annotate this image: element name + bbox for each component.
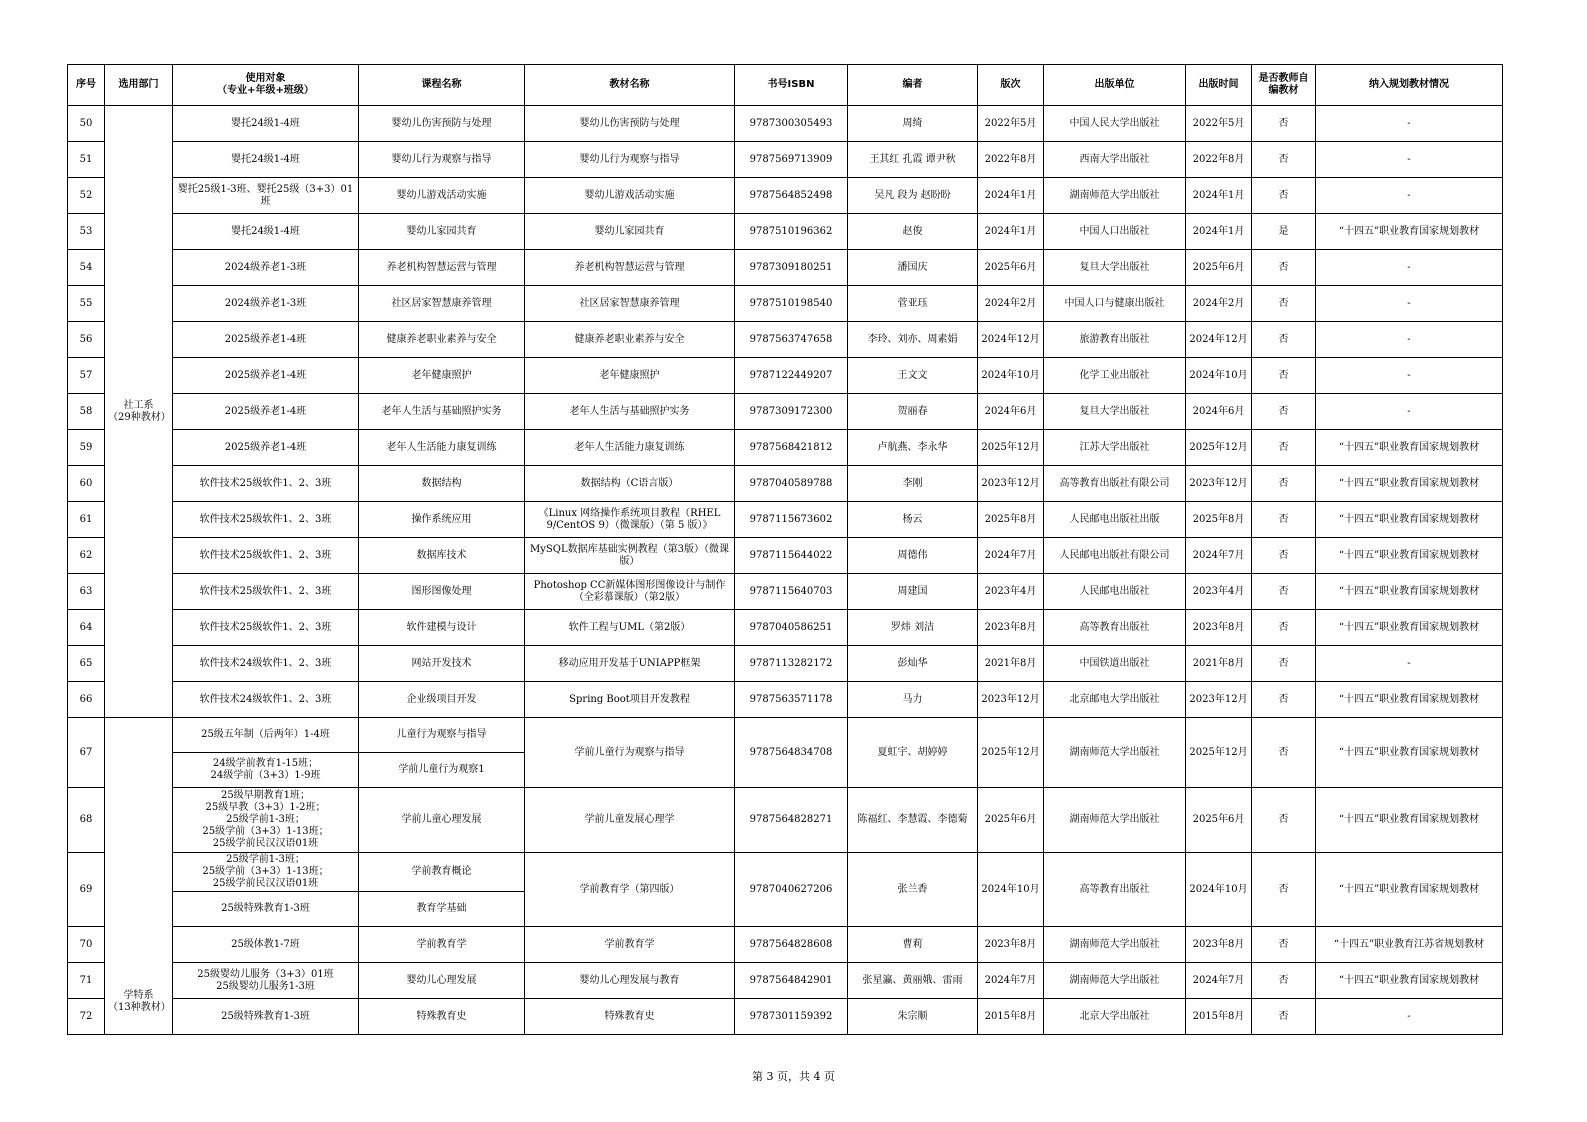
publisher-cell: 旅游教育出版社 (1044, 322, 1186, 358)
table-row (68, 322, 1503, 358)
course-cell: 老年健康照护 (359, 358, 525, 394)
table-row (68, 963, 1503, 999)
table-row (68, 502, 1503, 538)
target-cell: 软件技术25级软件1、2、3班 (173, 538, 359, 574)
plan-cell: - (1316, 250, 1503, 286)
plan-cell: “十四五”职业教育国家规划教材 (1316, 853, 1503, 927)
edition-cell: 2024年7月 (978, 963, 1044, 999)
col-header: 教材名称 (525, 65, 735, 106)
editor-cell: 罗炜 刘洁 (848, 610, 978, 646)
target-cell: 婴托25级1-3班、婴托25级（3+3）01班 (173, 178, 359, 214)
course-cell: 网站开发技术 (359, 646, 525, 682)
pubdate-cell: 2024年12月 (1186, 322, 1252, 358)
course-cell: 学前儿童行为观察1 (359, 753, 525, 788)
isbn-cell: 9787510196362 (735, 214, 848, 250)
edition-cell: 2025年8月 (978, 502, 1044, 538)
textbook-cell: 学前儿童发展心理学 (525, 788, 735, 853)
pubdate-cell: 2024年10月 (1186, 358, 1252, 394)
plan-cell: “十四五”职业教育国家规划教材 (1316, 574, 1503, 610)
isbn-cell: 9787564842901 (735, 963, 848, 999)
self-compiled-cell: 否 (1252, 718, 1316, 788)
target-cell: 25级早期教育1班； 25级早教（3+3）1-2班； 25级学前1-3班； 25级学前（3+3）1-13班； 25级学前民汉汉语01班 (173, 788, 359, 853)
pubdate-cell: 2024年7月 (1186, 963, 1252, 999)
publisher-cell: 高等教育出版社 (1044, 610, 1186, 646)
col-header: 是否教师自编教材 (1252, 65, 1316, 106)
pubdate-cell: 2024年10月 (1186, 853, 1252, 927)
course-cell: 软件建模与设计 (359, 610, 525, 646)
course-cell: 数据结构 (359, 466, 525, 502)
editor-cell: 潘国庆 (848, 250, 978, 286)
edition-cell: 2024年12月 (978, 322, 1044, 358)
row-number: 65 (68, 646, 105, 682)
isbn-cell: 9787563747658 (735, 322, 848, 358)
self-compiled-cell: 否 (1252, 250, 1316, 286)
isbn-cell: 9787564834708 (735, 718, 848, 788)
isbn-cell: 9787122449207 (735, 358, 848, 394)
edition-cell: 2025年12月 (978, 718, 1044, 788)
table-row (68, 538, 1503, 574)
pubdate-cell: 2024年1月 (1186, 214, 1252, 250)
editor-cell: 杨云 (848, 502, 978, 538)
publisher-cell: 人民邮电出版社有限公司 (1044, 538, 1186, 574)
plan-cell: - (1316, 999, 1503, 1035)
target-cell: 婴托24级1-4班 (173, 106, 359, 142)
edition-cell: 2025年12月 (978, 430, 1044, 466)
table-row (68, 853, 1503, 892)
edition-cell: 2024年1月 (978, 178, 1044, 214)
edition-cell: 2024年7月 (978, 538, 1044, 574)
row-number: 50 (68, 106, 105, 142)
editor-cell: 李刚 (848, 466, 978, 502)
col-header: 书号ISBN (735, 65, 848, 106)
plan-cell: - (1316, 646, 1503, 682)
self-compiled-cell: 否 (1252, 358, 1316, 394)
col-header: 出版单位 (1044, 65, 1186, 106)
publisher-cell: 中国铁道出版社 (1044, 646, 1186, 682)
editor-cell: 张兰香 (848, 853, 978, 927)
plan-cell: “十四五”职业教育国家规划教材 (1316, 963, 1503, 999)
pubdate-cell: 2023年12月 (1186, 682, 1252, 718)
target-cell: 2025级养老1-4班 (173, 394, 359, 430)
target-cell: 2025级养老1-4班 (173, 430, 359, 466)
textbook-cell: Spring Boot项目开发教程 (525, 682, 735, 718)
row-number: 67 (68, 718, 105, 788)
isbn-cell: 9787309172300 (735, 394, 848, 430)
table-row (68, 718, 1503, 753)
table-row (68, 394, 1503, 430)
textbook-cell: 社区居家智慧康养管理 (525, 286, 735, 322)
textbook-cell: 婴幼儿家园共育 (525, 214, 735, 250)
publisher-cell: 北京邮电大学出版社 (1044, 682, 1186, 718)
edition-cell: 2022年8月 (978, 142, 1044, 178)
plan-cell: “十四五”职业教育国家规划教材 (1316, 682, 1503, 718)
textbook-cell: 软件工程与UML（第2版） (525, 610, 735, 646)
course-cell: 学前儿童心理发展 (359, 788, 525, 853)
editor-cell: 王其红 孔霞 谭尹秋 (848, 142, 978, 178)
row-number: 57 (68, 358, 105, 394)
target-cell: 25级学前1-3班； 25级学前（3+3）1-13班； 25级学前民汉汉语01班 (173, 853, 359, 892)
table-row (68, 788, 1503, 853)
department-cell: 社工系 （29种教材） (105, 106, 173, 718)
publisher-cell: 中国人口出版社 (1044, 214, 1186, 250)
target-cell: 2025级养老1-4班 (173, 358, 359, 394)
self-compiled-cell: 否 (1252, 927, 1316, 963)
isbn-cell: 9787115673602 (735, 502, 848, 538)
isbn-cell: 9787040586251 (735, 610, 848, 646)
textbook-cell: 学前教育学 (525, 927, 735, 963)
editor-cell: 菅亚珏 (848, 286, 978, 322)
edition-cell: 2024年10月 (978, 853, 1044, 927)
self-compiled-cell: 否 (1252, 999, 1316, 1035)
isbn-cell: 9787564852498 (735, 178, 848, 214)
course-cell: 老年人生活与基础照护实务 (359, 394, 525, 430)
target-cell: 软件技术24级软件1、2、3班 (173, 646, 359, 682)
row-number: 58 (68, 394, 105, 430)
self-compiled-cell: 否 (1252, 788, 1316, 853)
plan-cell: “十四五”职业教育国家规划教材 (1316, 214, 1503, 250)
textbook-cell: 老年人生活能力康复训练 (525, 430, 735, 466)
self-compiled-cell: 是 (1252, 214, 1316, 250)
plan-cell: “十四五”职业教育国家规划教材 (1316, 430, 1503, 466)
editor-cell: 陈福红、李慧霞、李德菊 (848, 788, 978, 853)
plan-cell: - (1316, 394, 1503, 430)
course-cell: 操作系统应用 (359, 502, 525, 538)
row-number: 51 (68, 142, 105, 178)
plan-cell: “十四五”职业教育江苏省规划教材 (1316, 927, 1503, 963)
plan-cell: “十四五”职业教育国家规划教材 (1316, 466, 1503, 502)
plan-cell: - (1316, 178, 1503, 214)
edition-cell: 2023年12月 (978, 682, 1044, 718)
target-cell: 软件技术24级软件1、2、3班 (173, 682, 359, 718)
table-row (68, 178, 1503, 214)
isbn-cell: 9787115640703 (735, 574, 848, 610)
edition-cell: 2023年8月 (978, 927, 1044, 963)
course-cell: 婴幼儿心理发展 (359, 963, 525, 999)
table-row (68, 646, 1503, 682)
textbook-cell: 养老机构智慧运营与管理 (525, 250, 735, 286)
self-compiled-cell: 否 (1252, 142, 1316, 178)
isbn-cell: 9787040627206 (735, 853, 848, 927)
course-cell: 婴幼儿家园共育 (359, 214, 525, 250)
col-header: 出版时间 (1186, 65, 1252, 106)
col-header: 编者 (848, 65, 978, 106)
target-cell: 25级特殊教育1-3班 (173, 892, 359, 927)
publisher-cell: 湖南师范大学出版社 (1044, 963, 1186, 999)
edition-cell: 2015年8月 (978, 999, 1044, 1035)
plan-cell: “十四五”职业教育国家规划教材 (1316, 502, 1503, 538)
row-number: 64 (68, 610, 105, 646)
row-number: 55 (68, 286, 105, 322)
target-cell: 25级五年制（后两年）1-4班 (173, 718, 359, 753)
edition-cell: 2023年12月 (978, 466, 1044, 502)
pubdate-cell: 2023年8月 (1186, 927, 1252, 963)
row-number: 63 (68, 574, 105, 610)
course-cell: 婴幼儿游戏活动实施 (359, 178, 525, 214)
self-compiled-cell: 否 (1252, 646, 1316, 682)
publisher-cell: 江苏大学出版社 (1044, 430, 1186, 466)
pubdate-cell: 2022年8月 (1186, 142, 1252, 178)
isbn-cell: 9787113282172 (735, 646, 848, 682)
col-header: 版次 (978, 65, 1044, 106)
publisher-cell: 北京大学出版社 (1044, 999, 1186, 1035)
table-row (68, 214, 1503, 250)
plan-cell: “十四五”职业教育国家规划教材 (1316, 610, 1503, 646)
textbook-cell: Photoshop CC新媒体图形图像设计与制作（全彩慕课版）（第2版） (525, 574, 735, 610)
pubdate-cell: 2025年8月 (1186, 502, 1252, 538)
table-row (68, 106, 1503, 142)
isbn-cell: 9787510198540 (735, 286, 848, 322)
editor-cell: 赵俊 (848, 214, 978, 250)
plan-cell: - (1316, 322, 1503, 358)
edition-cell: 2025年6月 (978, 788, 1044, 853)
self-compiled-cell: 否 (1252, 610, 1316, 646)
textbook-table (67, 64, 1503, 1035)
pubdate-cell: 2021年8月 (1186, 646, 1252, 682)
row-number: 62 (68, 538, 105, 574)
row-number: 69 (68, 853, 105, 927)
editor-cell: 朱宗顺 (848, 999, 978, 1035)
course-cell: 学前教育学 (359, 927, 525, 963)
target-cell: 24级学前教育1-15班； 24级学前（3+3）1-9班 (173, 753, 359, 788)
row-number: 52 (68, 178, 105, 214)
isbn-cell: 9787300305493 (735, 106, 848, 142)
publisher-cell: 高等教育出版社有限公司 (1044, 466, 1186, 502)
publisher-cell: 西南大学出版社 (1044, 142, 1186, 178)
self-compiled-cell: 否 (1252, 466, 1316, 502)
edition-cell: 2023年8月 (978, 610, 1044, 646)
edition-cell: 2024年1月 (978, 214, 1044, 250)
course-cell: 婴幼儿行为观察与指导 (359, 142, 525, 178)
header-row (68, 65, 1503, 106)
textbook-cell: 婴幼儿伤害预防与处理 (525, 106, 735, 142)
table-row (68, 430, 1503, 466)
editor-cell: 张星瀛、黄丽娥、雷雨 (848, 963, 978, 999)
self-compiled-cell: 否 (1252, 286, 1316, 322)
publisher-cell: 湖南师范大学出版社 (1044, 178, 1186, 214)
table-row (68, 574, 1503, 610)
publisher-cell: 湖南师范大学出版社 (1044, 788, 1186, 853)
row-number: 59 (68, 430, 105, 466)
publisher-cell: 中国人口与健康出版社 (1044, 286, 1186, 322)
isbn-cell: 9787301159392 (735, 999, 848, 1035)
table-row (68, 142, 1503, 178)
col-header: 课程名称 (359, 65, 525, 106)
row-number: 56 (68, 322, 105, 358)
course-cell: 婴幼儿伤害预防与处理 (359, 106, 525, 142)
plan-cell: “十四五”职业教育国家规划教材 (1316, 788, 1503, 853)
col-header: 选用部门 (105, 65, 173, 106)
course-cell: 特殊教育史 (359, 999, 525, 1035)
plan-cell: - (1316, 142, 1503, 178)
self-compiled-cell: 否 (1252, 430, 1316, 466)
textbook-cell: 健康养老职业素养与安全 (525, 322, 735, 358)
row-number: 72 (68, 999, 105, 1035)
course-cell: 老年人生活能力康复训练 (359, 430, 525, 466)
textbook-cell: 婴幼儿游戏活动实施 (525, 178, 735, 214)
editor-cell: 贺丽春 (848, 394, 978, 430)
edition-cell: 2023年4月 (978, 574, 1044, 610)
target-cell: 2024级养老1-3班 (173, 250, 359, 286)
col-header: 序号 (68, 65, 105, 106)
course-cell: 企业级项目开发 (359, 682, 525, 718)
target-cell: 软件技术25级软件1、2、3班 (173, 502, 359, 538)
publisher-cell: 化学工业出版社 (1044, 358, 1186, 394)
table-row (68, 927, 1503, 963)
edition-cell: 2024年10月 (978, 358, 1044, 394)
row-number: 70 (68, 927, 105, 963)
self-compiled-cell: 否 (1252, 106, 1316, 142)
col-header: 纳入规划教材情况 (1316, 65, 1503, 106)
isbn-cell: 9787564828271 (735, 788, 848, 853)
table-row (68, 682, 1503, 718)
table-row (68, 286, 1503, 322)
isbn-cell: 9787115644022 (735, 538, 848, 574)
textbook-cell: 婴幼儿心理发展与教育 (525, 963, 735, 999)
isbn-cell: 9787563571178 (735, 682, 848, 718)
pubdate-cell: 2024年1月 (1186, 178, 1252, 214)
isbn-cell: 9787568421812 (735, 430, 848, 466)
page-footer: 第 3 页，共 4 页 (752, 1070, 835, 1083)
self-compiled-cell: 否 (1252, 322, 1316, 358)
plan-cell: “十四五”职业教育国家规划教材 (1316, 538, 1503, 574)
editor-cell: 李玲、刘亦、周素娟 (848, 322, 978, 358)
self-compiled-cell: 否 (1252, 538, 1316, 574)
publisher-cell: 复旦大学出版社 (1044, 250, 1186, 286)
pubdate-cell: 2023年12月 (1186, 466, 1252, 502)
isbn-cell: 9787569713909 (735, 142, 848, 178)
row-number: 60 (68, 466, 105, 502)
self-compiled-cell: 否 (1252, 853, 1316, 927)
target-cell: 2024级养老1-3班 (173, 286, 359, 322)
target-cell: 2025级养老1-4班 (173, 322, 359, 358)
publisher-cell: 中国人民大学出版社 (1044, 106, 1186, 142)
editor-cell: 王文文 (848, 358, 978, 394)
table-row (68, 358, 1503, 394)
table-row (68, 610, 1503, 646)
textbook-cell: 学前教育学（第四版） (525, 853, 735, 927)
course-cell: 数据库技术 (359, 538, 525, 574)
course-cell: 养老机构智慧运营与管理 (359, 250, 525, 286)
course-cell: 儿童行为观察与指导 (359, 718, 525, 753)
textbook-cell: 数据结构（C语言版） (525, 466, 735, 502)
self-compiled-cell: 否 (1252, 963, 1316, 999)
table-row (68, 466, 1503, 502)
isbn-cell: 9787040589788 (735, 466, 848, 502)
target-cell: 软件技术25级软件1、2、3班 (173, 574, 359, 610)
pubdate-cell: 2022年5月 (1186, 106, 1252, 142)
row-number: 61 (68, 502, 105, 538)
course-cell: 社区居家智慧康养管理 (359, 286, 525, 322)
course-cell: 教育学基础 (359, 892, 525, 927)
edition-cell: 2024年6月 (978, 394, 1044, 430)
edition-cell: 2025年6月 (978, 250, 1044, 286)
row-number: 53 (68, 214, 105, 250)
self-compiled-cell: 否 (1252, 574, 1316, 610)
course-cell: 图形图像处理 (359, 574, 525, 610)
publisher-cell: 高等教育出版社 (1044, 853, 1186, 927)
self-compiled-cell: 否 (1252, 682, 1316, 718)
course-cell: 健康养老职业素养与安全 (359, 322, 525, 358)
isbn-cell: 9787309180251 (735, 250, 848, 286)
editor-cell: 夏虹宇、胡婷婷 (848, 718, 978, 788)
row-number: 71 (68, 963, 105, 999)
editor-cell: 彭灿华 (848, 646, 978, 682)
self-compiled-cell: 否 (1252, 178, 1316, 214)
self-compiled-cell: 否 (1252, 394, 1316, 430)
publisher-cell: 人民邮电出版社出版 (1044, 502, 1186, 538)
pubdate-cell: 2015年8月 (1186, 999, 1252, 1035)
pubdate-cell: 2023年8月 (1186, 610, 1252, 646)
pubdate-cell: 2024年2月 (1186, 286, 1252, 322)
target-cell: 婴托24级1-4班 (173, 142, 359, 178)
editor-cell: 吴凡 段为 赵盼盼 (848, 178, 978, 214)
publisher-cell: 湖南师范大学出版社 (1044, 718, 1186, 788)
publisher-cell: 复旦大学出版社 (1044, 394, 1186, 430)
textbook-cell: 婴幼儿行为观察与指导 (525, 142, 735, 178)
plan-cell: - (1316, 286, 1503, 322)
target-cell: 软件技术25级软件1、2、3班 (173, 610, 359, 646)
editor-cell: 曹莉 (848, 927, 978, 963)
pubdate-cell: 2025年6月 (1186, 788, 1252, 853)
row-number: 54 (68, 250, 105, 286)
table-row (68, 999, 1503, 1035)
row-number: 66 (68, 682, 105, 718)
publisher-cell: 人民邮电出版社 (1044, 574, 1186, 610)
target-cell: 婴托24级1-4班 (173, 214, 359, 250)
edition-cell: 2021年8月 (978, 646, 1044, 682)
self-compiled-cell: 否 (1252, 502, 1316, 538)
isbn-cell: 9787564828608 (735, 927, 848, 963)
plan-cell: - (1316, 358, 1503, 394)
pubdate-cell: 2024年7月 (1186, 538, 1252, 574)
editor-cell: 周建国 (848, 574, 978, 610)
editor-cell: 卢航燕、李永华 (848, 430, 978, 466)
plan-cell: “十四五”职业教育国家规划教材 (1316, 718, 1503, 788)
pubdate-cell: 2025年12月 (1186, 718, 1252, 788)
pubdate-cell: 2023年4月 (1186, 574, 1252, 610)
textbook-cell: 特殊教育史 (525, 999, 735, 1035)
edition-cell: 2024年2月 (978, 286, 1044, 322)
course-cell: 学前教育概论 (359, 853, 525, 892)
pubdate-cell: 2025年6月 (1186, 250, 1252, 286)
target-cell: 25级特殊教育1-3班 (173, 999, 359, 1035)
textbook-cell: MySQL数据库基础实例教程（第3版）（微课版） (525, 538, 735, 574)
target-cell: 25级体教1-7班 (173, 927, 359, 963)
textbook-cell: 《Linux 网络操作系统项目教程（RHEL 9/CentOS 9）（微课版）（第 5 版）》 (525, 502, 735, 538)
editor-cell: 周绮 (848, 106, 978, 142)
target-cell: 25级婴幼儿服务（3+3）01班 25级婴幼儿服务1-3班 (173, 963, 359, 999)
plan-cell: - (1316, 106, 1503, 142)
row-number: 68 (68, 788, 105, 853)
textbook-cell: 学前儿童行为观察与指导 (525, 718, 735, 788)
editor-cell: 周德伟 (848, 538, 978, 574)
publisher-cell: 湖南师范大学出版社 (1044, 927, 1186, 963)
textbook-cell: 老年人生活与基础照护实务 (525, 394, 735, 430)
target-cell: 软件技术25级软件1、2、3班 (173, 466, 359, 502)
editor-cell: 马力 (848, 682, 978, 718)
department-cell: 学特系 （13种教材） (105, 718, 173, 1035)
table-row (68, 250, 1503, 286)
textbook-cell: 老年健康照护 (525, 358, 735, 394)
pubdate-cell: 2025年12月 (1186, 430, 1252, 466)
textbook-cell: 移动应用开发基于UNIAPP框架 (525, 646, 735, 682)
pubdate-cell: 2024年6月 (1186, 394, 1252, 430)
edition-cell: 2022年5月 (978, 106, 1044, 142)
col-header: 使用对象 （专业+年级+班级） (173, 65, 359, 106)
